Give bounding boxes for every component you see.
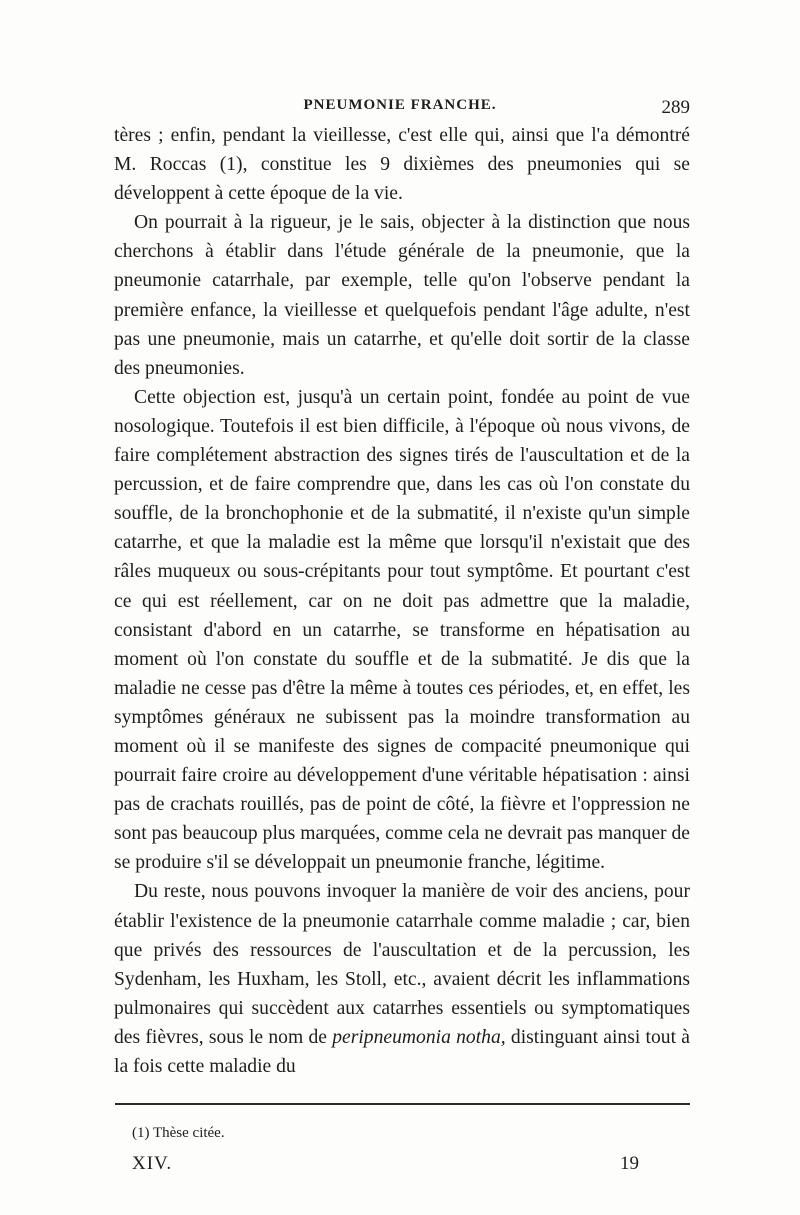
footnote: (1) Thèse citée.	[132, 1125, 225, 1141]
paragraph-text: Du reste, nous pouvons invoquer la manière de voir des anciens, pour établir l'existence de la pneumonie catarrhale comme maladie ; car, bien que privés des ressources de l'auscultation et de la percussion, les Sydenham, les Huxham, les Stoll, etc., avaient décrit les inflammations pulmonaires qui succèdent aux catarrhes essentiels ou symptomatiques des fièvres, sous le nom de	[114, 881, 690, 1048]
body-text	[114, 121, 690, 1081]
sheet-number: 19	[620, 1153, 639, 1174]
running-head-title: PNEUMONIE FRANCHE.	[303, 97, 497, 113]
footnote-rule	[115, 1103, 690, 1105]
page-number: 289	[661, 97, 690, 118]
paragraph: On pourrait à la rigueur, je le sais, objecter à la distinction que nous cherchons à établir dans l'étude générale de la pneumonie, que la pneumonie catarrhale, par exemple, telle qu'on l'observe pendant la première enfance, la vieillesse et quelquefois pendant l'âge adulte, n'est pas une pneumonie, mais un catarrhe, et qu'elle doit sortir de la classe des pneumonies.	[114, 212, 690, 379]
italic-term: peripneumonia notha,	[332, 1026, 506, 1048]
paragraph-continued: tères ; enfin, pendant la vieillesse, c'est elle qui, ainsi que l'a démontré M. Roccas (1), constitue les 9 dixièmes des pneumonies qui se développent à cette époque de la vie.	[114, 125, 690, 205]
paragraph-text-tail: distinguant ainsi tout à la fois cette maladie du	[114, 1026, 690, 1077]
paragraph: Cette objection est, jusqu'à un certain point, fondée au point de vue nosologique. Toutefois il est bien difficile, à l'époque où nous vivons, de faire complétement abstraction des signes tirés de l'auscultation et de la percussion, et de faire comprendre que, dans les cas où l'on constate du souffle, de la bronchophonie et de la submatité, il n'existe qu'un simple catarrhe, et que la maladie est la même que lorsqu'il n'existait que des râles muqueux ou sous-crépitants pour tout symptôme. Et pourtant c'est ce qui est réellement, car on ne doit pas admettre que la maladie, consistant d'abord en un catarrhe, se transforme en hépatisation au moment où l'on constate du souffle et de la submatité. Je dis que la maladie ne cesse pas d'être la même à toutes ces périodes, et, en effet, les symptômes généraux ne subissent pas la moindre transformation au moment où il se manifeste des signes de compacité pneumonique qui pourrait faire croire au développement d'une véritable hépatisation : ainsi pas de crachats rouillés, pas de point de côté, la fièvre et l'oppression ne sont pas beaucoup plus marquées, comme cela ne devrait pas manquer de se produire s'il se développait un pneumonie franche, légitime.	[114, 386, 690, 874]
running-head	[110, 97, 690, 119]
paragraph	[114, 877, 690, 1081]
signature-mark: XIV.	[132, 1153, 173, 1174]
